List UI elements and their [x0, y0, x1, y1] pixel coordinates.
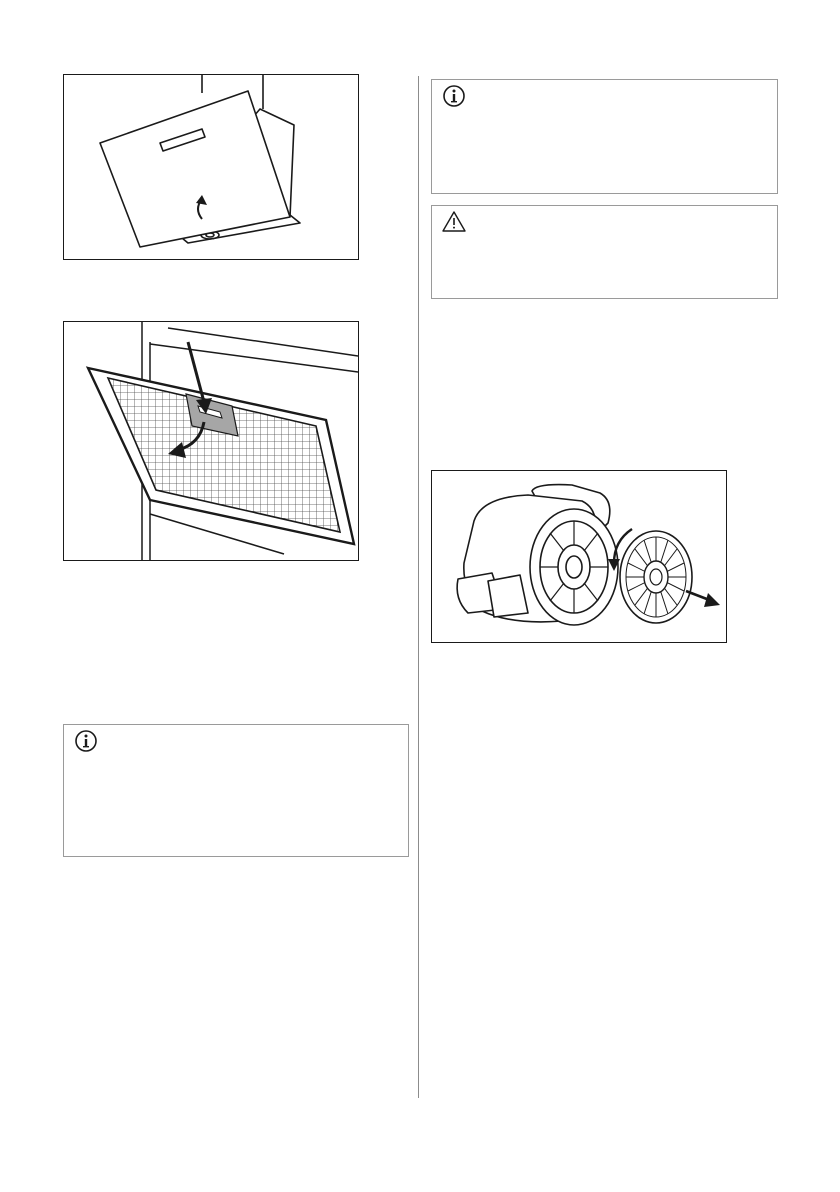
hood-panel-illustration [64, 75, 358, 259]
figure-hood-panel-lift [63, 74, 359, 260]
info-icon [74, 729, 98, 753]
figure-grease-filter-release [63, 321, 359, 561]
grease-filter-illustration [64, 322, 358, 560]
warning-icon [442, 210, 466, 234]
figure-charcoal-filter-remove [431, 470, 727, 643]
charcoal-filter-illustration [432, 471, 726, 642]
warning-note [431, 205, 778, 299]
column-divider [418, 76, 419, 1098]
info-icon [442, 84, 466, 108]
info-note-left [63, 724, 409, 857]
info-note-right [431, 79, 778, 194]
